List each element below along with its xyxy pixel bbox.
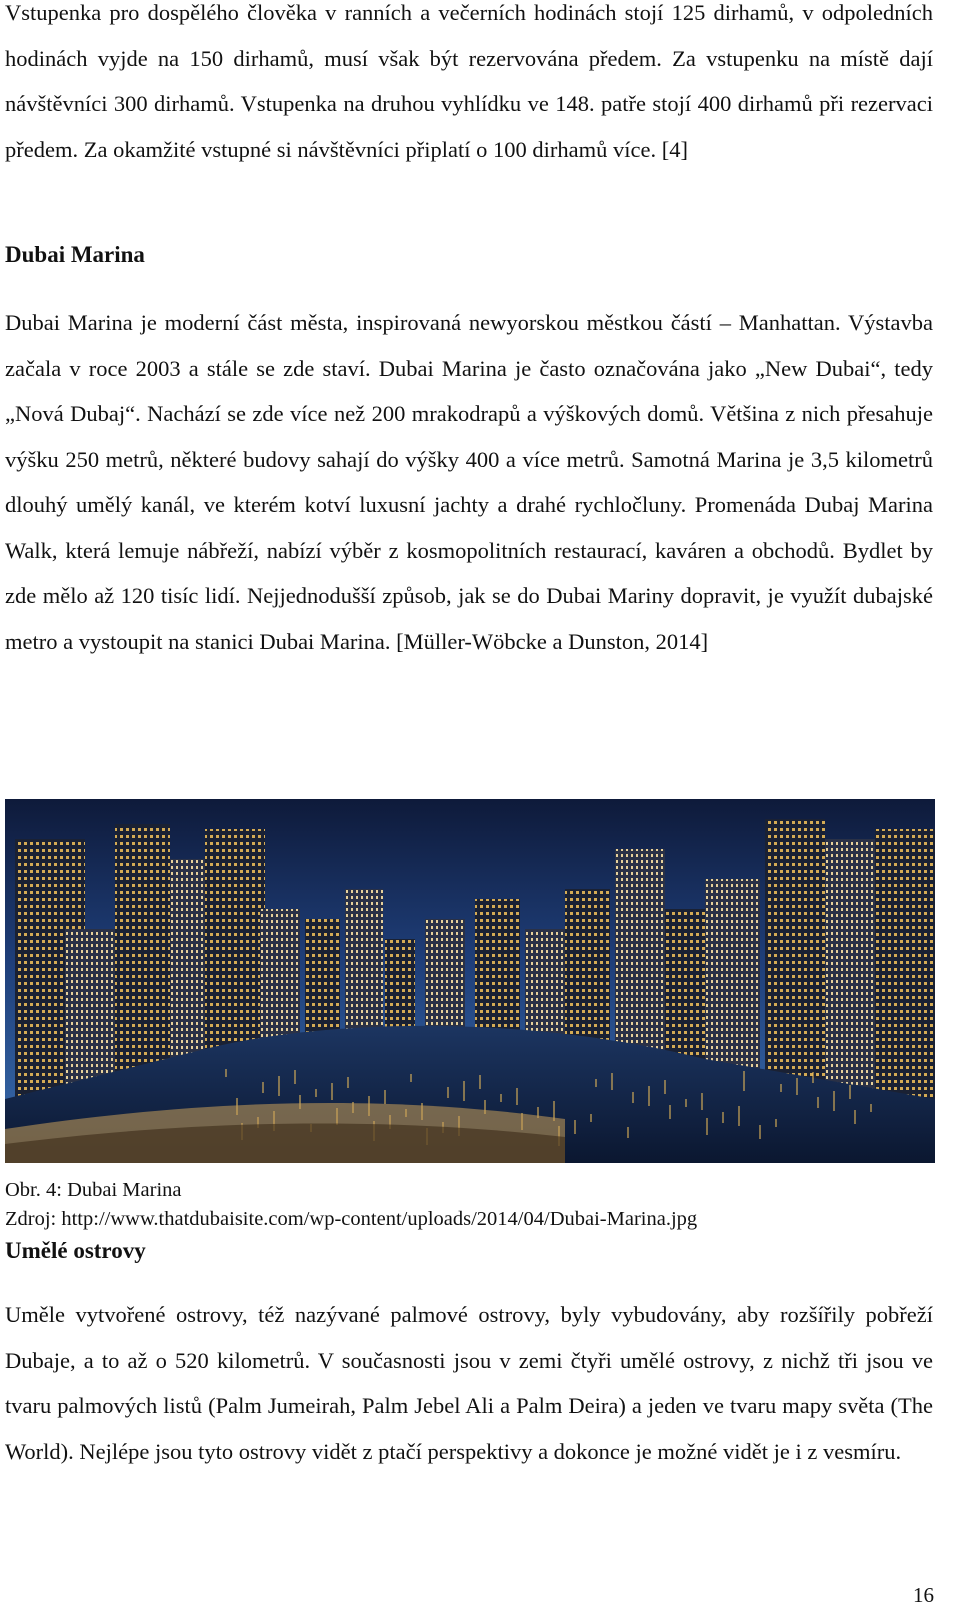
figure-source: Zdroj: http://www.thatdubaisite.com/wp-content/uploads/2014/04/Dubai-Marina.jpg	[5, 1208, 698, 1230]
page-number: 16	[913, 1583, 934, 1607]
dubai-marina-photo	[5, 799, 935, 1163]
heading-dubai-marina: Dubai Marina	[5, 242, 145, 267]
figure-caption: Obr. 4: Dubai Marina	[5, 1179, 182, 1201]
paragraph-dubai-marina: Dubai Marina je moderní část města, inspirovaná newyorskou městkou částí – Manhattan. Výstavba začala v roce 2003 a stále se zde staví. Dubai Marina je často označována jako „New Dubai“, tedy „Nová Dubaj“. Nachází se zde více než 200 mrakodrapů a výškových domů. Většina z nich přesahuje výšku 250 metrů, některé budovy sahají do výšky 400 a více metrů. Samotná Marina je 3,5 kilometrů dlouhý umělý kanál, ve kterém kotví luxusní jachty a drahé rychločluny. Promenáda Dubaj Marina Walk, která lemuje nábřeží, nabízí výběr z kosmopolitních restaurací, kaváren a obchodů. Bydlet by zde mělo až 120 tisíc lidí. Nejjednodušší způsob, jak se do Dubai Mariny dopravit, je využít dubajské metro a vystoupit na stanici Dubai Marina. [Müller-Wöbcke a Dunston, 2014]	[5, 310, 933, 654]
paragraph-artificial-islands: Uměle vytvořené ostrovy, též nazývané palmové ostrovy, byly vybudovány, aby rozšířily pobřeží Dubaje, a to až o 520 kilometrů. V současnosti jsou v zemi čtyři umělé ostrovy, z nichž tři jsou ve tvaru palmových listů (Palm Jumeirah, Palm Jebel Ali a Palm Deira) a jeden ve tvaru mapy světa (The World). Nejlépe jsou tyto ostrovy vidět z ptačí perspektivy a dokonce je možné vidět je i z vesmíru.	[5, 1302, 933, 1464]
heading-artificial-islands: Umělé ostrovy	[5, 1238, 146, 1263]
paragraph-tickets: Vstupenka pro dospělého člověka v ranních a večerních hodinách stojí 125 dirhamů, v odpoledních hodinách vyjde na 150 dirhamů, musí však být rezervována předem. Za vstupenku na místě dají návštěvníci 300 dirhamů. Vstupenka na druhou vyhlídku ve 148. patře stojí 400 dirhamů při rezervaci předem. Za okamžité vstupné si návštěvníci připlatí o 100 dirhamů více. [4]	[5, 0, 933, 162]
